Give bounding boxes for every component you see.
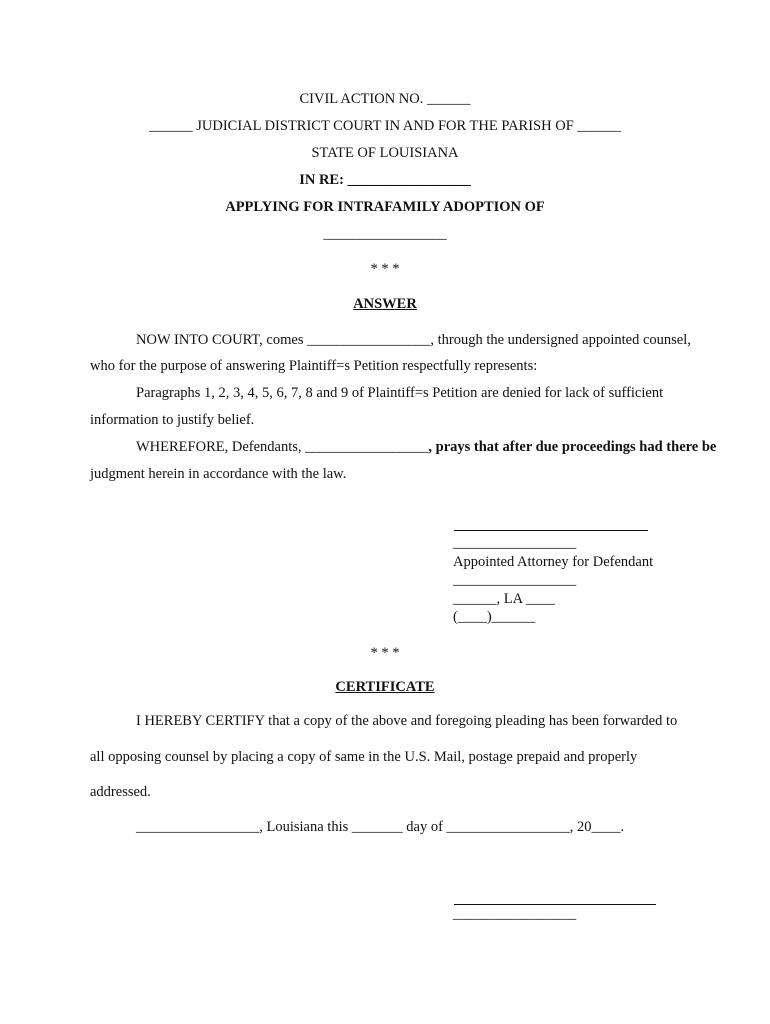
prays-text: , prays that after due proceedings had there be xyxy=(428,439,717,455)
court-name: ______ JUDICIAL DISTRICT COURT IN AND FOR THE PARISH OF ______ xyxy=(149,118,621,134)
in-re-line: IN RE: _________________ xyxy=(299,172,471,188)
certificate-signature-blank: _________________ xyxy=(453,906,577,922)
section-divider-2: * * * xyxy=(370,645,400,661)
answer-paragraph-3-line-1 xyxy=(136,440,716,455)
attorney-role: Appointed Attorney for Defendant xyxy=(453,554,654,570)
answer-paragraph-2-line-2: information to justify belief. xyxy=(90,412,255,428)
civil-action-number: CIVIL ACTION NO. ______ xyxy=(299,91,471,107)
attorney-city: ______, LA ____ xyxy=(453,591,555,607)
certificate-line-3: addressed. xyxy=(90,784,151,800)
answer-paragraph-2-line-1: Paragraphs 1, 2, 3, 4, 5, 6, 7, 8 and 9 of Plaintiff=s Petition are denied for lack of sufficient xyxy=(136,385,664,401)
section-divider: * * * xyxy=(370,261,400,277)
attorney-address-blank: _________________ xyxy=(453,572,577,588)
answer-paragraph-3-line-2: judgment herein in accordance with the law. xyxy=(90,466,347,482)
adoptee-blank: _________________ xyxy=(323,226,447,242)
certificate-signature-line xyxy=(454,904,656,905)
answer-paragraph-1-line-2: who for the purpose of answering Plaintiff=s Petition respectfully represents: xyxy=(90,358,538,374)
adoption-title: APPLYING FOR INTRAFAMILY ADOPTION OF xyxy=(225,199,545,215)
certificate-line-1: I HEREBY CERTIFY that a copy of the above and foregoing pleading has been forwarded to xyxy=(136,713,678,729)
defendants-blank: WHEREFORE, Defendants, _________________ xyxy=(136,439,429,455)
attorney-phone: (____)______ xyxy=(453,609,536,625)
certificate-line-2: all opposing counsel by placing a copy of same in the U.S. Mail, postage prepaid and properly xyxy=(90,749,638,765)
attorney-name-blank: _________________ xyxy=(453,535,577,551)
answer-heading: ANSWER xyxy=(353,296,417,312)
certificate-date-line: _________________, Louisiana this _______ day of _________________, 20____. xyxy=(136,819,625,835)
signature-line xyxy=(454,530,648,531)
certificate-heading: CERTIFICATE xyxy=(335,679,435,695)
answer-paragraph-1-line-1: NOW INTO COURT, comes _________________, through the undersigned appointed counsel, xyxy=(136,332,691,348)
state-name: STATE OF LOUISIANA xyxy=(311,145,459,161)
